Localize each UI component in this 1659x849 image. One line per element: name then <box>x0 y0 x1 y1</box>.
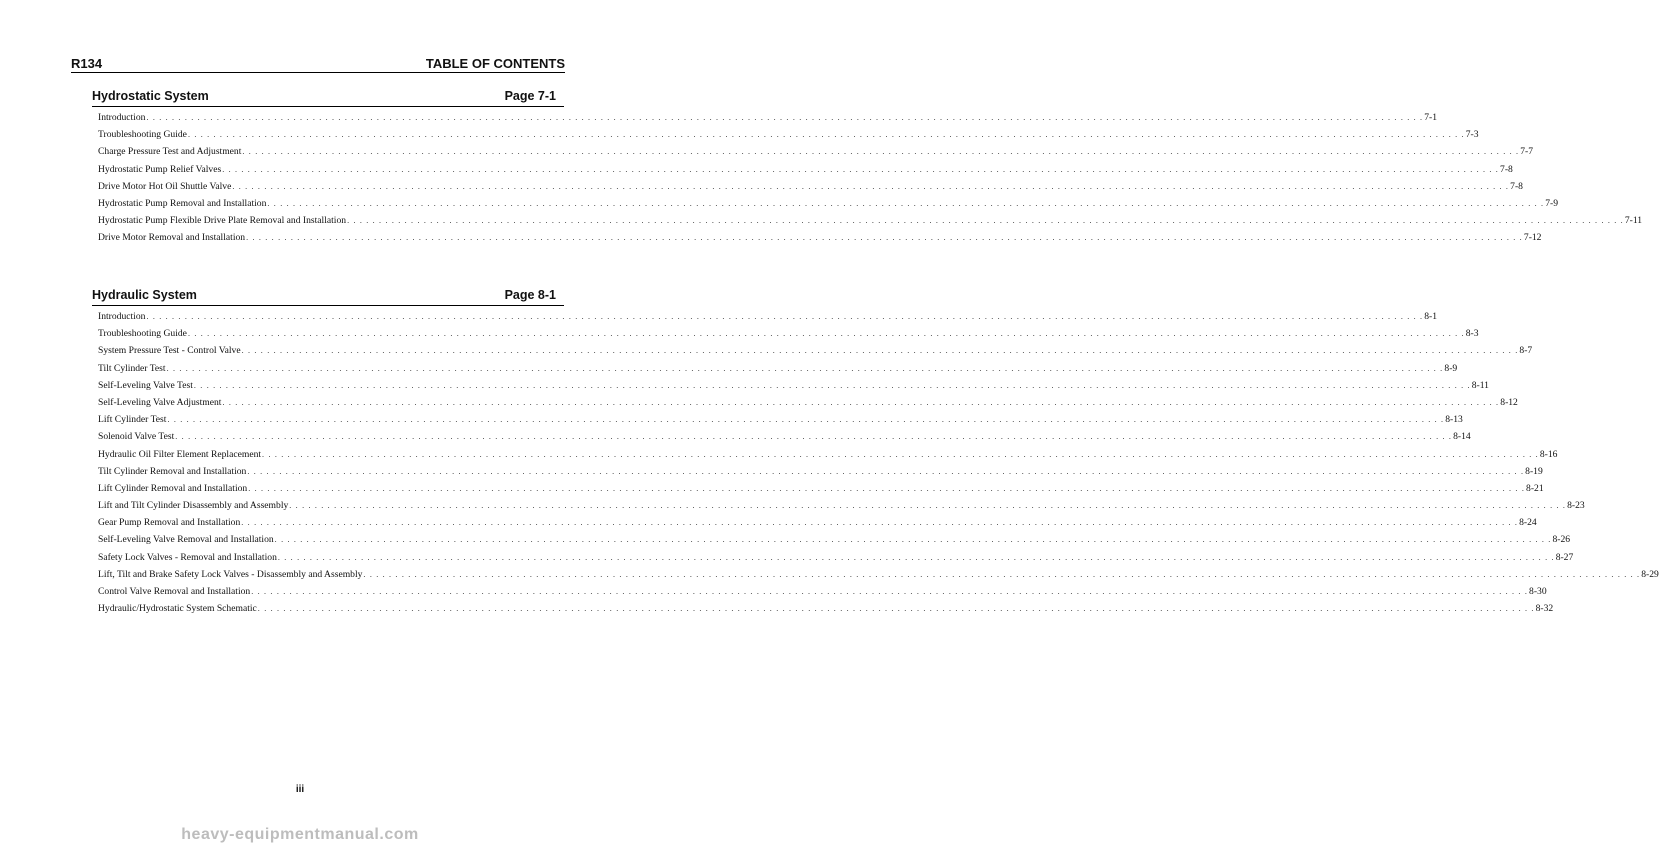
toc-entry-page: 7-9 <box>1545 197 1559 209</box>
page-title: TABLE OF CONTENTS <box>425 56 565 71</box>
toc-entry-label: Hydrostatic Pump Flexible Drive Plate Removal and Installation <box>98 215 347 227</box>
toc-entry[interactable] <box>98 465 1543 483</box>
toc-entry-page: 8-32 <box>1535 603 1554 615</box>
section-hydrostatic-system <box>92 89 1643 250</box>
toc-entry[interactable] <box>98 180 1523 198</box>
toc-entry[interactable] <box>98 129 1479 146</box>
toc-entry-label: Gear Pump Removal and Installation <box>98 517 241 529</box>
dot-leader: . . . . . . . . . . . . . . . . . . . . . . . . . . . . . . . . . . . . . . . . . . . . . . . . . . . . . . . . . . . . . . . . . . . . . . . . . . . . . . . . . . . . . . . . . . . . . . . . . . . . . . . . . . . . . . . . . . . . . . . . . . . . . . . . . . . . . . . . . . . . . . . . . . . . . . . . . . . . . . . . . . . . . . . . . . . . . . . . . . . . . . . . . . . . . . . . . . . . . . . . <box>347 216 1624 226</box>
toc-entry-label: Introduction <box>98 311 146 322</box>
toc-entry[interactable] <box>98 146 1534 163</box>
section-page: Page 7-1 <box>504 89 556 103</box>
toc-entry-page: 8-3 <box>1465 328 1479 340</box>
toc-entry[interactable] <box>98 232 1542 249</box>
toc-entry-page: 7-12 <box>1523 232 1542 244</box>
toc-entry-page: 8-11 <box>1471 379 1489 391</box>
toc-entry-label: Hydraulic/Hydrostatic System Schematic <box>98 603 257 615</box>
dot-leader: . . . . . . . . . . . . . . . . . . . . . . . . . . . . . . . . . . . . . . . . . . . . . . . . . . . . . . . . . . . . . . . . . . . . . . . . . . . . . . . . . . . . . . . . . . . . . . . . . . . . . . . . . . . . . . . . . . . . . . . . . . . . . . . . . . . . . . . . . . . . . . . . . . . . . . . . . . . . . . . . . . . . . . . . . . . . . . . . . . . . . . . . . . . . . . . . . . . . . . . . <box>222 164 1500 174</box>
toc-entry[interactable] <box>98 568 1659 586</box>
dot-leader: . . . . . . . . . . . . . . . . . . . . . . . . . . . . . . . . . . . . . . . . . . . . . . . . . . . . . . . . . . . . . . . . . . . . . . . . . . . . . . . . . . . . . . . . . . . . . . . . . . . . . . . . . . . . . . . . . . . . . . . . . . . . . . . . . . . . . . . . . . . . . . . . . . . . . . . . . . . . . . . . . . . . . . . . . . . . . . . . . . . . . . . . . . . . . . . . . . . . . . . . <box>251 587 1529 596</box>
dot-leader: . . . . . . . . . . . . . . . . . . . . . . . . . . . . . . . . . . . . . . . . . . . . . . . . . . . . . . . . . . . . . . . . . . . . . . . . . . . . . . . . . . . . . . . . . . . . . . . . . . . . . . . . . . . . . . . . . . . . . . . . . . . . . . . . . . . . . . . . . . . . . . . . . . . . . . . . . . . . . . . . . . . . . . . . . . . . . . . . . . . . . . . . . . . . . . . . . . . . . . . . <box>166 363 1444 373</box>
toc-entry-page: 8-16 <box>1539 448 1558 460</box>
dot-leader: . . . . . . . . . . . . . . . . . . . . . . . . . . . . . . . . . . . . . . . . . . . . . . . . . . . . . . . . . . . . . . . . . . . . . . . . . . . . . . . . . . . . . . . . . . . . . . . . . . . . . . . . . . . . . . . . . . . . . . . . . . . . . . . . . . . . . . . . . . . . . . . . . . . . . . . . . . . . . . . . . . . . . . . . . . . . . . . . . . . . . . . . . . . . . . . . . . . . . . . . <box>222 397 1500 407</box>
toc-entry-label: Safety Lock Valves - Removal and Installation <box>98 551 277 563</box>
toc-entry-list <box>92 311 1659 620</box>
section-title: Hydrostatic System <box>92 89 209 103</box>
dot-leader: . . . . . . . . . . . . . . . . . . . . . . . . . . . . . . . . . . . . . . . . . . . . . . . . . . . . . . . . . . . . . . . . . . . . . . . . . . . . . . . . . . . . . . . . . . . . . . . . . . . . . . . . . . . . . . . . . . . . . . . . . . . . . . . . . . . . . . . . . . . . . . . . . . . . . . . . . . . . . . . . . . . . . . . . . . . . . . . . . . . . . . . . . . . . . . . . . . . . . . . . <box>262 449 1539 459</box>
toc-entry-label: Self-Leveling Valve Test <box>98 379 193 391</box>
toc-entry[interactable] <box>98 586 1547 603</box>
dot-leader: . . . . . . . . . . . . . . . . . . . . . . . . . . . . . . . . . . . . . . . . . . . . . . . . . . . . . . . . . . . . . . . . . . . . . . . . . . . . . . . . . . . . . . . . . . . . . . . . . . . . . . . . . . . . . . . . . . . . . . . . . . . . . . . . . . . . . . . . . . . . . . . . . . . . . . . . . . . . . . . . . . . . . . . . . . . . . . . . . . . . . . . . . . . . . . . . . . . . . . . . <box>267 198 1545 208</box>
toc-entry[interactable] <box>98 345 1533 362</box>
toc-entry-page: 8-27 <box>1555 551 1574 563</box>
section-title: Hydraulic System <box>92 288 197 302</box>
toc-entry-page: 7-1 <box>1424 112 1438 123</box>
dot-leader: . . . . . . . . . . . . . . . . . . . . . . . . . . . . . . . . . . . . . . . . . . . . . . . . . . . . . . . . . . . . . . . . . . . . . . . . . . . . . . . . . . . . . . . . . . . . . . . . . . . . . . . . . . . . . . . . . . . . . . . . . . . . . . . . . . . . . . . . . . . . . . . . . . . . . . . . . . . . . . . . . . . . . . . . . . . . . . . . . . . . . . . . . . . . . . . . . . . . . . . . <box>146 312 1424 321</box>
toc-entry-label: Control Valve Removal and Installation <box>98 586 251 597</box>
toc-entry-label: Self-Leveling Valve Removal and Installation <box>98 534 274 546</box>
section-header <box>92 89 564 107</box>
dot-leader: . . . . . . . . . . . . . . . . . . . . . . . . . . . . . . . . . . . . . . . . . . . . . . . . . . . . . . . . . . . . . . . . . . . . . . . . . . . . . . . . . . . . . . . . . . . . . . . . . . . . . . . . . . . . . . . . . . . . . . . . . . . . . . . . . . . . . . . . . . . . . . . . . . . . . . . . . . . . . . . . . . . . . . . . . . . . . . . . . . . . . . . . . . . . . . . . . . . . . . . . <box>363 569 1641 579</box>
toc-entry[interactable] <box>98 112 1438 129</box>
toc-entry-page: 7-7 <box>1520 146 1534 158</box>
toc-entry[interactable] <box>98 517 1537 534</box>
toc-entry-label: Hydrostatic Pump Relief Valves <box>98 163 222 175</box>
dot-leader: . . . . . . . . . . . . . . . . . . . . . . . . . . . . . . . . . . . . . . . . . . . . . . . . . . . . . . . . . . . . . . . . . . . . . . . . . . . . . . . . . . . . . . . . . . . . . . . . . . . . . . . . . . . . . . . . . . . . . . . . . . . . . . . . . . . . . . . . . . . . . . . . . . . . . . . . . . . . . . . . . . . . . . . . . . . . . . . . . . . . . . . . . . . . . . . . . . . . . . . . <box>257 604 1535 614</box>
toc-entry-page: 8-23 <box>1567 500 1585 512</box>
toc-entry[interactable] <box>98 396 1518 414</box>
toc-entry-label: Self-Leveling Valve Adjustment <box>98 396 222 408</box>
toc-entry-label: Charge Pressure Test and Adjustment <box>98 146 242 158</box>
page-header <box>71 56 565 73</box>
model-number: R134 <box>71 56 103 71</box>
toc-entry-label: Troubleshooting Guide <box>98 328 187 340</box>
toc-entry[interactable] <box>98 197 1559 215</box>
toc-entry-label: System Pressure Test - Control Valve <box>98 345 241 357</box>
section-hydraulic-system <box>92 288 1659 620</box>
toc-entry[interactable] <box>98 551 1574 569</box>
dot-leader: . . . . . . . . . . . . . . . . . . . . . . . . . . . . . . . . . . . . . . . . . . . . . . . . . . . . . . . . . . . . . . . . . . . . . . . . . . . . . . . . . . . . . . . . . . . . . . . . . . . . . . . . . . . . . . . . . . . . . . . . . . . . . . . . . . . . . . . . . . . . . . . . . . . . . . . . . . . . . . . . . . . . . . . . . . . . . . . . . . . . . . . . . . . . . . . . . . . . . . . . <box>193 380 1471 390</box>
toc-entry[interactable] <box>98 215 1643 232</box>
dot-leader: . . . . . . . . . . . . . . . . . . . . . . . . . . . . . . . . . . . . . . . . . . . . . . . . . . . . . . . . . . . . . . . . . . . . . . . . . . . . . . . . . . . . . . . . . . . . . . . . . . . . . . . . . . . . . . . . . . . . . . . . . . . . . . . . . . . . . . . . . . . . . . . . . . . . . . . . . . . . . . . . . . . . . . . . . . . . . . . . . . . . . . . . . . . . . . . . . . . . . . . . <box>242 147 1520 157</box>
page-number: iii <box>295 784 305 795</box>
toc-entry[interactable] <box>98 431 1471 448</box>
dot-leader: . . . . . . . . . . . . . . . . . . . . . . . . . . . . . . . . . . . . . . . . . . . . . . . . . . . . . . . . . . . . . . . . . . . . . . . . . . . . . . . . . . . . . . . . . . . . . . . . . . . . . . . . . . . . . . . . . . . . . . . . . . . . . . . . . . . . . . . . . . . . . . . . . . . . . . . . . . . . . . . . . . . . . . . . . . . . . . . . . . . . . . . . . . . . . . . . . . . . . . . . <box>187 329 1465 339</box>
toc-entry[interactable] <box>98 534 1571 551</box>
toc-entry-label: Lift, Tilt and Brake Safety Lock Valves - Disassembly and Assembly <box>98 568 363 580</box>
dot-leader: . . . . . . . . . . . . . . . . . . . . . . . . . . . . . . . . . . . . . . . . . . . . . . . . . . . . . . . . . . . . . . . . . . . . . . . . . . . . . . . . . . . . . . . . . . . . . . . . . . . . . . . . . . . . . . . . . . . . . . . . . . . . . . . . . . . . . . . . . . . . . . . . . . . . . . . . . . . . . . . . . . . . . . . . . . . . . . . . . . . . . . . . . . . . . . . . . . . . . . . . <box>146 113 1424 122</box>
toc-entry-label: Lift and Tilt Cylinder Disassembly and Assembly <box>98 500 289 512</box>
toc-entry-label: Tilt Cylinder Test <box>98 362 166 374</box>
dot-leader: . . . . . . . . . . . . . . . . . . . . . . . . . . . . . . . . . . . . . . . . . . . . . . . . . . . . . . . . . . . . . . . . . . . . . . . . . . . . . . . . . . . . . . . . . . . . . . . . . . . . . . . . . . . . . . . . . . . . . . . . . . . . . . . . . . . . . . . . . . . . . . . . . . . . . . . . . . . . . . . . . . . . . . . . . . . . . . . . . . . . . . . . . . . . . . . . . . . . . . . . <box>232 181 1510 191</box>
section-page: Page 8-1 <box>504 288 556 302</box>
toc-entry-label: Introduction <box>98 112 146 123</box>
toc-entry-page: 8-21 <box>1526 482 1544 494</box>
toc-entry-page: 8-7 <box>1519 345 1533 357</box>
toc-entry[interactable] <box>98 311 1438 328</box>
toc-entry-label: Solenoid Valve Test <box>98 431 175 443</box>
dot-leader: . . . . . . . . . . . . . . . . . . . . . . . . . . . . . . . . . . . . . . . . . . . . . . . . . . . . . . . . . . . . . . . . . . . . . . . . . . . . . . . . . . . . . . . . . . . . . . . . . . . . . . . . . . . . . . . . . . . . . . . . . . . . . . . . . . . . . . . . . . . . . . . . . . . . . . . . . . . . . . . . . . . . . . . . . . . . . . . . . . . . . . . . . . . . . . . . . . . . . . . . <box>247 466 1525 476</box>
dot-leader: . . . . . . . . . . . . . . . . . . . . . . . . . . . . . . . . . . . . . . . . . . . . . . . . . . . . . . . . . . . . . . . . . . . . . . . . . . . . . . . . . . . . . . . . . . . . . . . . . . . . . . . . . . . . . . . . . . . . . . . . . . . . . . . . . . . . . . . . . . . . . . . . . . . . . . . . . . . . . . . . . . . . . . . . . . . . . . . . . . . . . . . . . . . . . . . . . . . . . . . . <box>187 130 1465 140</box>
toc-entry-page: 7-3 <box>1465 129 1479 141</box>
toc-entry-label: Lift Cylinder Removal and Installation <box>98 482 248 494</box>
toc-entry[interactable] <box>98 328 1479 345</box>
toc-entry-page: 8-26 <box>1552 534 1571 546</box>
toc-entry-page: 8-29 <box>1641 568 1659 580</box>
toc-entry[interactable] <box>98 163 1513 181</box>
toc-entry-list <box>92 112 1643 250</box>
toc-entry-page: 8-12 <box>1500 396 1518 408</box>
dot-leader: . . . . . . . . . . . . . . . . . . . . . . . . . . . . . . . . . . . . . . . . . . . . . . . . . . . . . . . . . . . . . . . . . . . . . . . . . . . . . . . . . . . . . . . . . . . . . . . . . . . . . . . . . . . . . . . . . . . . . . . . . . . . . . . . . . . . . . . . . . . . . . . . . . . . . . . . . . . . . . . . . . . . . . . . . . . . . . . . . . . . . . . . . . . . . . . . . . . . . . . . <box>248 483 1526 493</box>
dot-leader: . . . . . . . . . . . . . . . . . . . . . . . . . . . . . . . . . . . . . . . . . . . . . . . . . . . . . . . . . . . . . . . . . . . . . . . . . . . . . . . . . . . . . . . . . . . . . . . . . . . . . . . . . . . . . . . . . . . . . . . . . . . . . . . . . . . . . . . . . . . . . . . . . . . . . . . . . . . . . . . . . . . . . . . . . . . . . . . . . . . . . . . . . . . . . . . . . . . . . . . . <box>246 233 1523 243</box>
toc-entry-page: 8-30 <box>1529 586 1547 597</box>
dot-leader: . . . . . . . . . . . . . . . . . . . . . . . . . . . . . . . . . . . . . . . . . . . . . . . . . . . . . . . . . . . . . . . . . . . . . . . . . . . . . . . . . . . . . . . . . . . . . . . . . . . . . . . . . . . . . . . . . . . . . . . . . . . . . . . . . . . . . . . . . . . . . . . . . . . . . . . . . . . . . . . . . . . . . . . . . . . . . . . . . . . . . . . . . . . . . . . . . . . . . . . . <box>289 501 1567 511</box>
toc-entry-page: 8-9 <box>1444 362 1458 374</box>
toc-entry-label: Hydraulic Oil Filter Element Replacement <box>98 448 262 460</box>
toc-entry[interactable] <box>98 603 1554 620</box>
dot-leader: . . . . . . . . . . . . . . . . . . . . . . . . . . . . . . . . . . . . . . . . . . . . . . . . . . . . . . . . . . . . . . . . . . . . . . . . . . . . . . . . . . . . . . . . . . . . . . . . . . . . . . . . . . . . . . . . . . . . . . . . . . . . . . . . . . . . . . . . . . . . . . . . . . . . . . . . . . . . . . . . . . . . . . . . . . . . . . . . . . . . . . . . . . . . . . . . . . . . . . . . <box>167 415 1445 425</box>
toc-entry-page: 7-8 <box>1510 180 1523 192</box>
toc-entry-page: 8-1 <box>1424 311 1438 322</box>
toc-entry-page: 8-24 <box>1519 517 1537 529</box>
dot-leader: . . . . . . . . . . . . . . . . . . . . . . . . . . . . . . . . . . . . . . . . . . . . . . . . . . . . . . . . . . . . . . . . . . . . . . . . . . . . . . . . . . . . . . . . . . . . . . . . . . . . . . . . . . . . . . . . . . . . . . . . . . . . . . . . . . . . . . . . . . . . . . . . . . . . . . . . . . . . . . . . . . . . . . . . . . . . . . . . . . . . . . . . . . . . . . . . . . . . . . . . <box>175 432 1453 442</box>
toc-entry-page: 8-14 <box>1453 431 1471 443</box>
dot-leader: . . . . . . . . . . . . . . . . . . . . . . . . . . . . . . . . . . . . . . . . . . . . . . . . . . . . . . . . . . . . . . . . . . . . . . . . . . . . . . . . . . . . . . . . . . . . . . . . . . . . . . . . . . . . . . . . . . . . . . . . . . . . . . . . . . . . . . . . . . . . . . . . . . . . . . . . . . . . . . . . . . . . . . . . . . . . . . . . . . . . . . . . . . . . . . . . . . . . . . . . <box>241 518 1519 528</box>
dot-leader: . . . . . . . . . . . . . . . . . . . . . . . . . . . . . . . . . . . . . . . . . . . . . . . . . . . . . . . . . . . . . . . . . . . . . . . . . . . . . . . . . . . . . . . . . . . . . . . . . . . . . . . . . . . . . . . . . . . . . . . . . . . . . . . . . . . . . . . . . . . . . . . . . . . . . . . . . . . . . . . . . . . . . . . . . . . . . . . . . . . . . . . . . . . . . . . . . . . . . . . . <box>277 552 1555 562</box>
toc-entry-page: 7-11 <box>1624 215 1643 227</box>
toc-entry-label: Drive Motor Hot Oil Shuttle Valve <box>98 180 232 192</box>
dot-leader: . . . . . . . . . . . . . . . . . . . . . . . . . . . . . . . . . . . . . . . . . . . . . . . . . . . . . . . . . . . . . . . . . . . . . . . . . . . . . . . . . . . . . . . . . . . . . . . . . . . . . . . . . . . . . . . . . . . . . . . . . . . . . . . . . . . . . . . . . . . . . . . . . . . . . . . . . . . . . . . . . . . . . . . . . . . . . . . . . . . . . . . . . . . . . . . . . . . . . . . . <box>274 535 1552 545</box>
toc-entry-label: Hydrostatic Pump Removal and Installation <box>98 197 267 209</box>
toc-entry[interactable] <box>98 414 1463 431</box>
toc-entry-label: Tilt Cylinder Removal and Installation <box>98 465 247 477</box>
toc-entry[interactable] <box>98 448 1558 466</box>
toc-entry-label: Lift Cylinder Test <box>98 414 167 426</box>
section-header <box>92 288 564 306</box>
toc-entry[interactable] <box>98 482 1544 500</box>
toc-entry-page: 8-19 <box>1525 465 1543 477</box>
toc-entry-page: 7-8 <box>1500 163 1513 175</box>
toc-entry[interactable] <box>98 500 1585 517</box>
watermark: heavy-equipmentmanual.com <box>181 826 419 843</box>
dot-leader: . . . . . . . . . . . . . . . . . . . . . . . . . . . . . . . . . . . . . . . . . . . . . . . . . . . . . . . . . . . . . . . . . . . . . . . . . . . . . . . . . . . . . . . . . . . . . . . . . . . . . . . . . . . . . . . . . . . . . . . . . . . . . . . . . . . . . . . . . . . . . . . . . . . . . . . . . . . . . . . . . . . . . . . . . . . . . . . . . . . . . . . . . . . . . . . . . . . . . . . . <box>241 346 1519 356</box>
toc-entry-label: Troubleshooting Guide <box>98 129 187 141</box>
toc-entry-label: Drive Motor Removal and Installation <box>98 232 246 244</box>
toc-entry[interactable] <box>98 379 1489 397</box>
toc-entry[interactable] <box>98 362 1458 380</box>
toc-entry-page: 8-13 <box>1445 414 1463 426</box>
